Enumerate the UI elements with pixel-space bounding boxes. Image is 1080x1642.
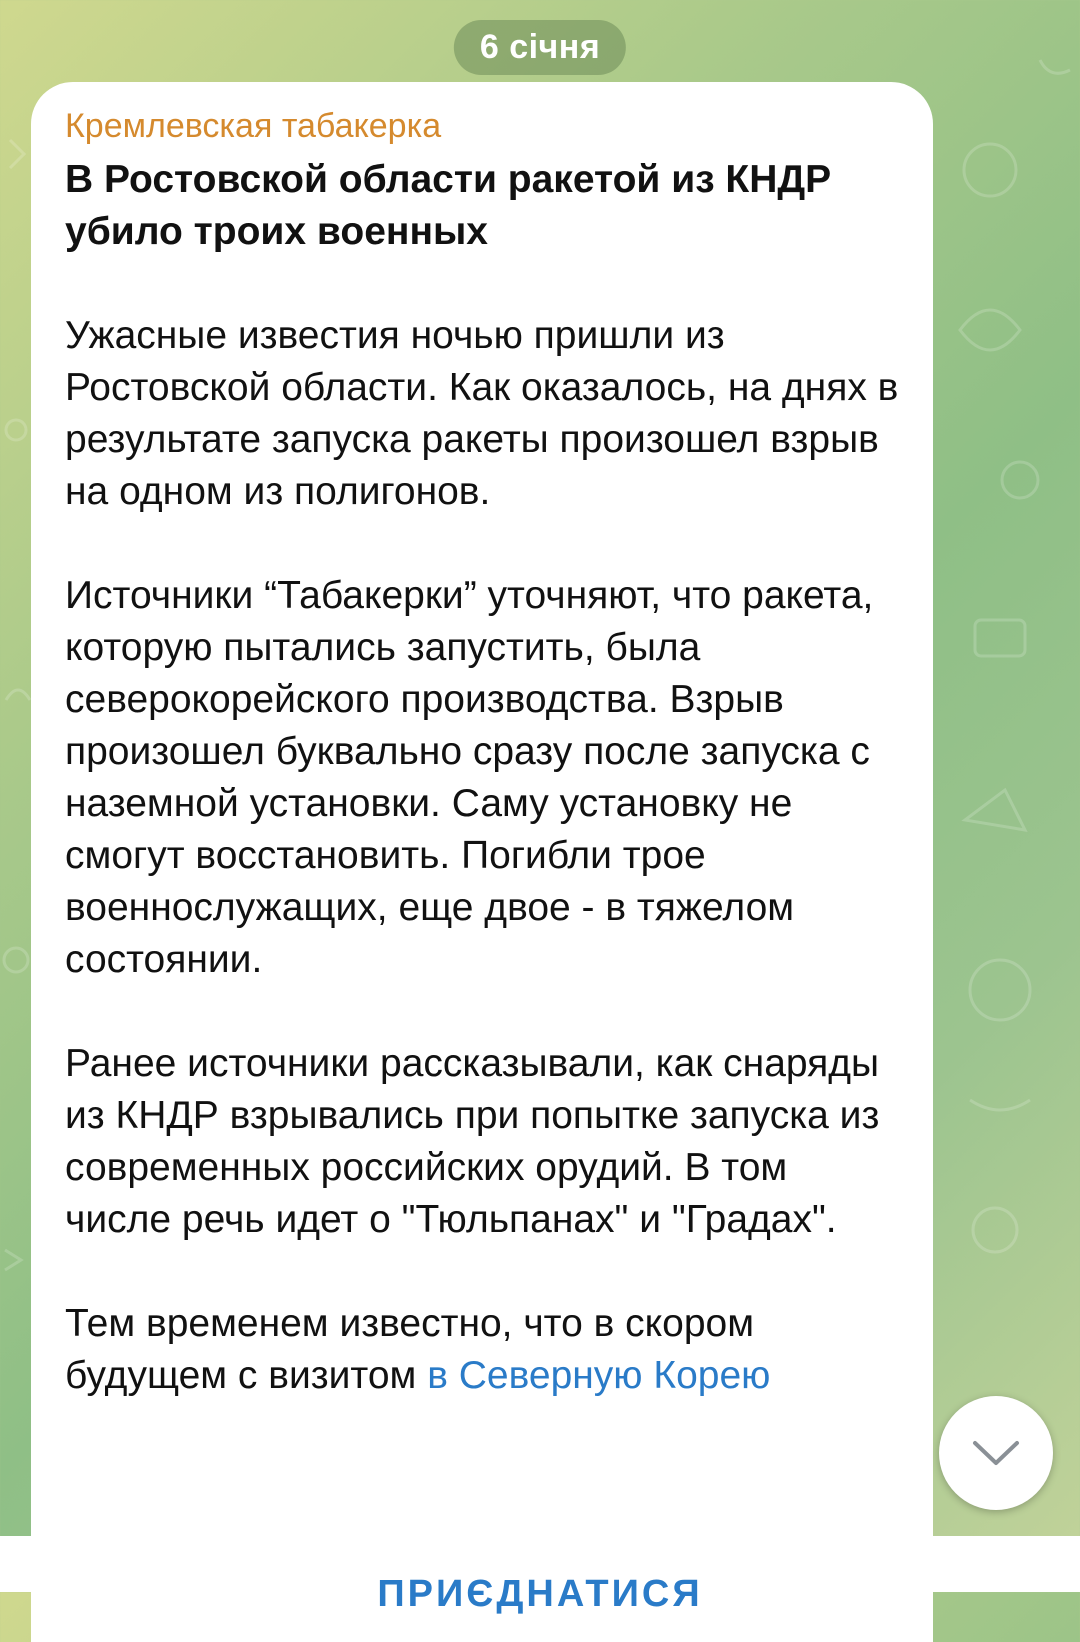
message-text: Тем временем известно, что в скором будущем с визитом — [65, 1302, 755, 1397]
message-link[interactable]: в Северную Корею — [427, 1354, 771, 1397]
message-paragraph-last — [65, 1298, 899, 1402]
bottom-bar — [0, 1536, 1080, 1615]
message-paragraph: Ужасные известия ночью пришли из Ростовской области. Как оказалось, на днях в результате запуска ракеты произошел взрыв на одном из полигонов. — [65, 314, 899, 513]
chevron-down-icon — [971, 1438, 1021, 1468]
message-paragraph: Источники “Табакерки” уточняют, что ракета, которую пытались запустить, была северокорейского производства. Взрыв произошел буквально сразу после запуска с наземной установки. Саму установку не смогут восстановить. Погибли трое военнослужащих, еще двое - в тяжелом состоянии. — [65, 574, 874, 981]
message-headline: В Ростовской области ракетой из КНДР убило троих военных — [65, 158, 832, 253]
message-bubble[interactable] — [31, 82, 933, 1642]
message-paragraph: Ранее источники рассказывали, как снаряды из КНДР взрывались при попытке запуска из современных российских орудий. В том числе речь идет о "Тюльпанах" и "Градах". — [65, 1042, 880, 1241]
channel-name[interactable]: Кремлевская табакерка — [65, 107, 442, 145]
join-channel-button[interactable]: ПРИЄДНАТИСЯ — [377, 1573, 703, 1615]
date-separator: 6 січня — [454, 20, 626, 75]
scroll-down-button[interactable] — [939, 1396, 1053, 1510]
